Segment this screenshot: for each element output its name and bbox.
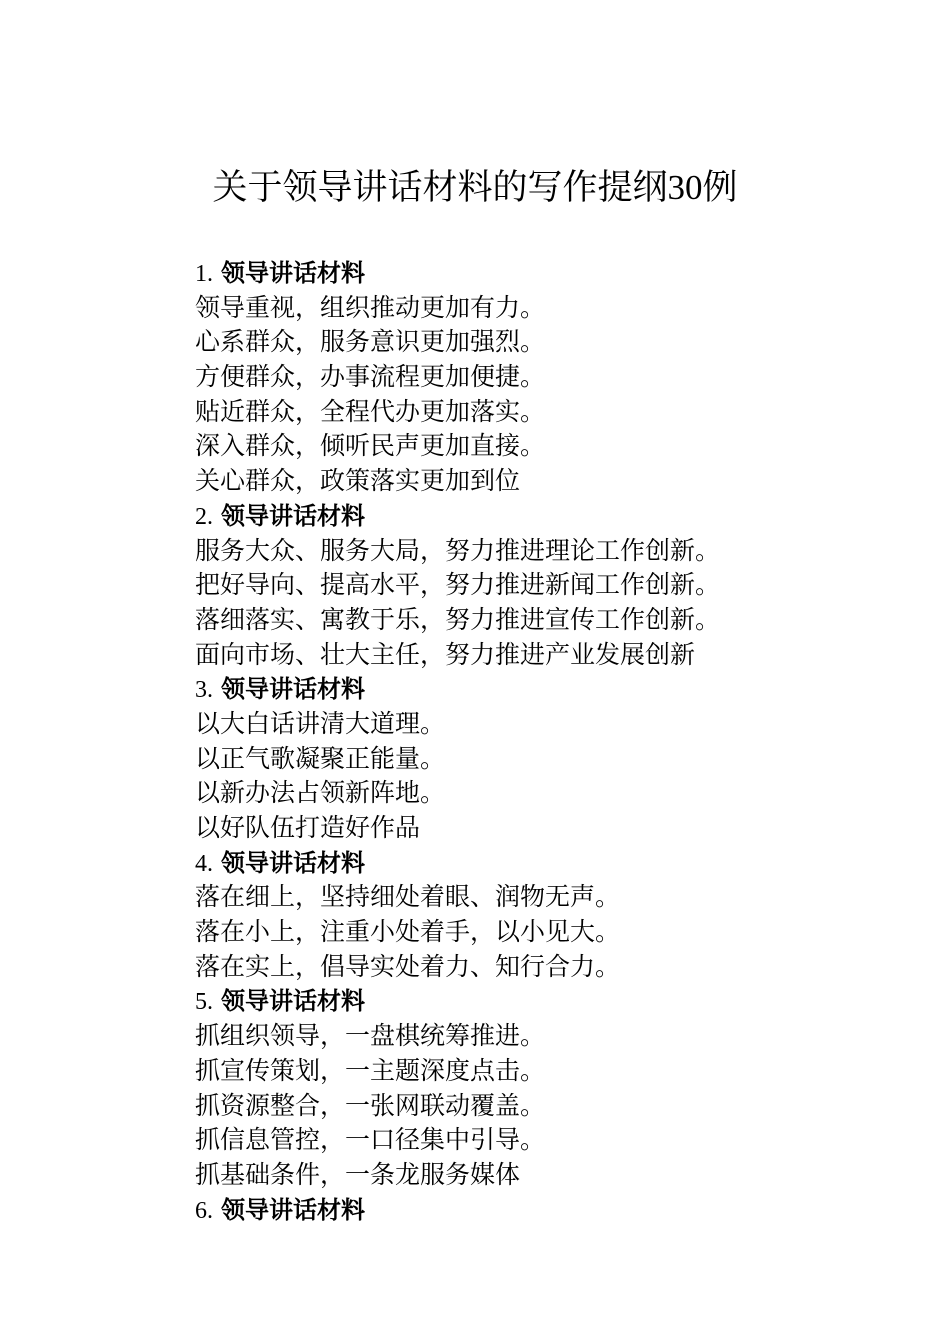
- section-3: [195, 672, 915, 845]
- section-index: 1.: [195, 261, 213, 287]
- body-line: 领导重视，组织推动更加有力。: [195, 292, 546, 322]
- body-line: 抓宣传策划，一主题深度点击。: [195, 1055, 546, 1085]
- title-number: 30: [667, 168, 703, 207]
- section-4: [195, 846, 915, 985]
- section-heading: [195, 846, 915, 881]
- section-2: [195, 499, 915, 672]
- section-6: [195, 1193, 915, 1228]
- section-heading: [195, 1193, 915, 1228]
- body-line: 以新办法占领新阵地。: [195, 778, 446, 808]
- section-heading: [195, 499, 915, 534]
- body-line: 以正气歌凝聚正能量。: [195, 743, 446, 773]
- section-heading-text: 领导讲话材料: [220, 1195, 365, 1224]
- body-line: 以好队伍打造好作品: [195, 813, 421, 842]
- body-line: 关心群众，政策落实更加到位: [195, 466, 521, 496]
- page-title: [0, 163, 950, 213]
- section-index: 5.: [195, 989, 213, 1016]
- section-heading-text: 领导讲话材料: [220, 501, 365, 530]
- section-heading-text: 领导讲话材料: [220, 259, 365, 287]
- section-heading: [195, 984, 915, 1019]
- body-line: 抓基础条件，一条龙服务媒体: [195, 1159, 521, 1189]
- document-body: [195, 256, 915, 1227]
- body-line: 服务大众、服务大局，努力推进理论工作创新。: [195, 535, 721, 565]
- body-line: 方便群众，办事流程更加便捷。: [195, 362, 546, 392]
- title-main-text: 关于领导讲话材料的写作提纲: [212, 168, 668, 208]
- section-index: 6.: [195, 1197, 213, 1224]
- body-line: 落细落实、寓教于乐，努力推进宣传工作创新。: [195, 604, 721, 634]
- section-heading-text: 领导讲话材料: [220, 848, 365, 877]
- body-line: 落在小上，注重小处着手，以小见大。: [195, 917, 621, 947]
- section-index: 2.: [195, 503, 213, 530]
- body-line: 抓信息管控，一口径集中引导。: [195, 1125, 546, 1155]
- body-line: 深入群众，倾听民声更加直接。: [195, 431, 546, 461]
- section-heading: [195, 672, 915, 707]
- section-index: 3.: [195, 677, 213, 704]
- section-heading-text: 领导讲话材料: [220, 987, 365, 1016]
- body-line: 心系群众，服务意识更加强烈。: [195, 327, 546, 357]
- body-line: 面向市场、壮大主任，努力推进产业发展创新: [195, 639, 696, 669]
- body-line: 落在实上，倡导实处着力、知行合力。: [195, 951, 621, 981]
- title-suffix: 例: [702, 168, 738, 208]
- section-index: 4.: [195, 850, 213, 877]
- section-1: [195, 256, 915, 499]
- body-line: 抓资源整合，一张网联动覆盖。: [195, 1090, 546, 1120]
- section-5: [195, 984, 915, 1192]
- body-line: 把好导向、提高水平，努力推进新闻工作创新。: [195, 570, 721, 600]
- body-line: 以大白话讲清大道理。: [195, 708, 446, 738]
- section-heading-text: 领导讲话材料: [220, 675, 365, 704]
- body-line: 落在细上，坚持细处着眼、润物无声。: [195, 882, 621, 912]
- section-heading: [195, 256, 915, 291]
- body-line: 抓组织领导，一盘棋统筹推进。: [195, 1021, 546, 1051]
- body-line: 贴近群众，全程代办更加落实。: [195, 396, 546, 426]
